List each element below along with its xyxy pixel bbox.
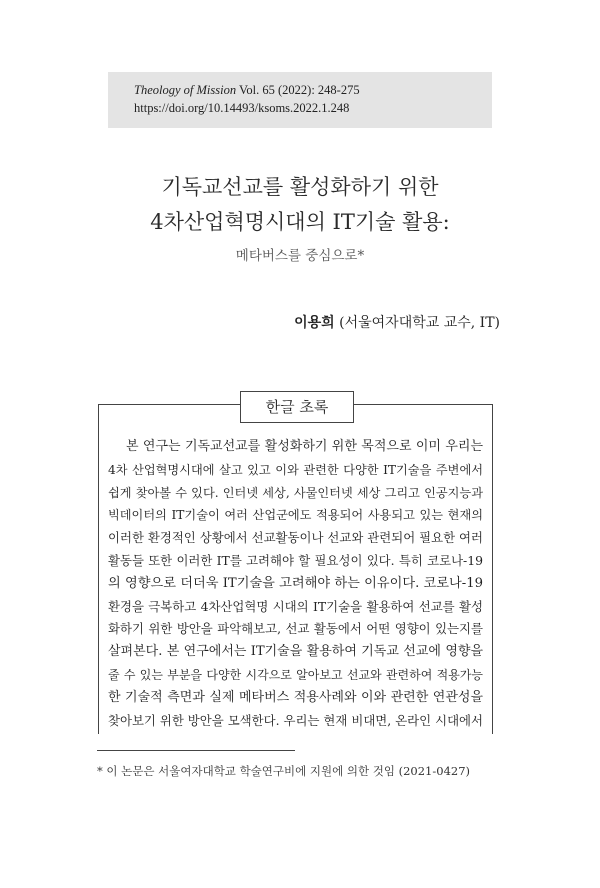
footnote-divider [97, 750, 295, 751]
abstract-line: 빅데이터의 IT기술이 여러 산업군에도 적용되어 사용되고 있는 현재의 [108, 508, 483, 523]
abstract-line: 의 영향으로 더더욱 IT기술을 고려해야 하는 이유이다. 코로나-19 [108, 575, 483, 591]
footnote: * 이 논문은 서울여자대학교 학술연구비에 지원에 의한 것임 (2021-0427) [97, 764, 470, 778]
abstract-heading: 한글 초록 [240, 391, 354, 423]
abstract-line: 줄 수 있는 부분을 다양한 시각으로 알아보고 선교와 관련하여 적용가능 [108, 667, 483, 682]
journal-doi[interactable]: https://doi.org/10.14493/ksoms.2022.1.248 [134, 101, 350, 115]
abstract-line: 활동들 또한 이러한 IT를 고려해야 할 필요성이 있다. 특히 코로나-19 [108, 552, 483, 568]
author-name: 이용희 [294, 315, 335, 331]
journal-name: Theology of Mission [134, 83, 237, 97]
abstract-line: 찾아보기 위한 방안을 모색한다. 우리는 현재 비대면, 온라인 시대에서 [108, 712, 483, 728]
abstract-line: 4차 산업혁명시대에 살고 있고 이와 관련한 다양한 IT기술을 주변에서 [108, 462, 483, 477]
author-affiliation: (서울여자대학교 교수, IT) [334, 315, 500, 331]
abstract-line: 환경을 극복하고 4차산업혁명 시대의 IT기술을 활용하여 선교를 활성 [108, 598, 483, 614]
journal-info-box [108, 72, 492, 128]
abstract-line: 화하기 위한 방안을 파악해보고, 선교 활동에서 어떤 영향이 있는지를 [108, 621, 483, 637]
paper-title-line-2: 4차산업혁명시대의 IT기술 활용: [150, 210, 450, 234]
paper-title-line-1: 기독교선교를 활성화하기 위한 [161, 175, 439, 199]
abstract-line: 본 연구는 기독교선교를 활성화하기 위한 목적으로 이미 우리는 [126, 439, 483, 454]
abstract-line: 한 기술적 측면과 실제 메타버스 적용사례와 이와 관련한 연관성을 [108, 689, 483, 705]
abstract-line: 쉽게 찾아볼 수 있다. 인터넷 세상, 사물인터넷 세상 그리고 인공지능과 [108, 485, 483, 500]
journal-volume: Vol. 65 (2022): 248-275 [236, 83, 360, 97]
paper-subtitle: 메타버스를 중심으로* [235, 248, 365, 264]
abstract-body [108, 436, 483, 732]
abstract-line: 살펴본다. 본 연구에서는 IT기술을 활용하여 기독교 선교에 영향을 [108, 644, 483, 660]
abstract-line: 이러한 환경적인 상황에서 선교활동이나 선교와 관련되어 필요한 여러 [108, 530, 483, 546]
author-line [294, 312, 500, 332]
journal-citation [134, 81, 492, 99]
